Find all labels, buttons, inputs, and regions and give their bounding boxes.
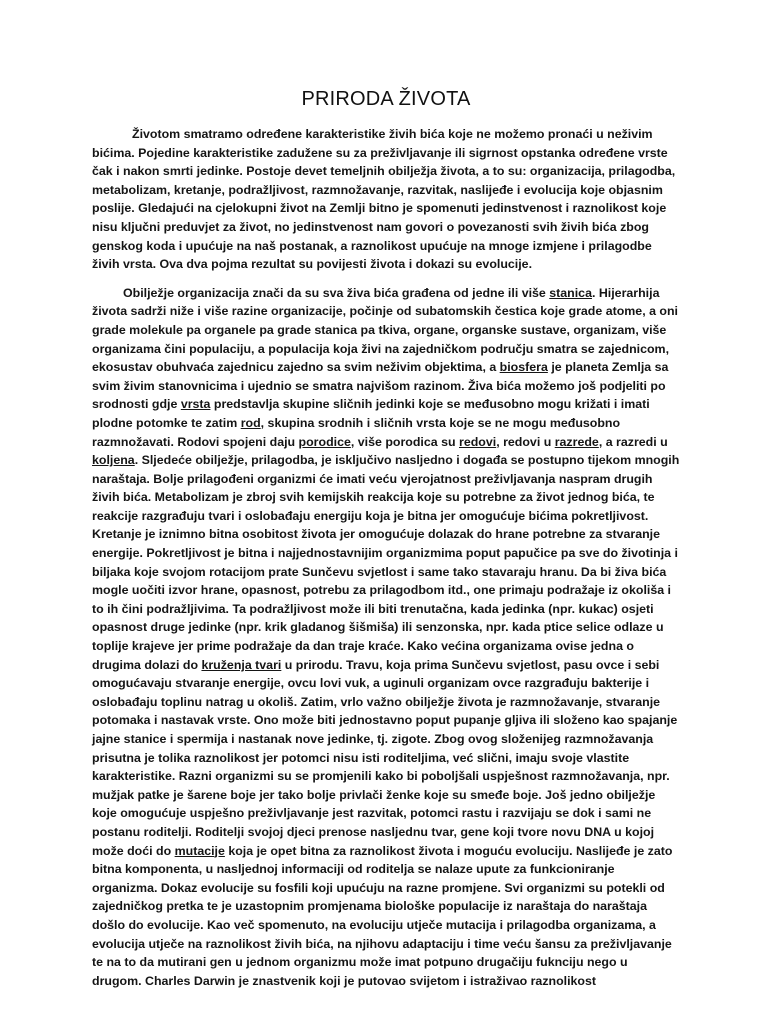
text-run: . Hijerarhija života sadrži niže i više razine organizacije, počinje od subatomskih čestica koje grade atome, a oni grade molekule pa organele pa grade stanica pa tkiva, organe, organske sustave, organizam, više organizama čini populaciju, a populacija koja živi na zajedničkom području smatra se zajednicom, ekosustav obuhvaća zajednicu zajedno sa svim neživim objektima, a	[92, 285, 678, 375]
underlined-term: vrsta	[180, 397, 211, 412]
text-run: , skupina srodnih i sličnih vrsta koje se ne mogu međusobno razmnožavati. Rodovi spojeni daju	[92, 415, 621, 449]
underlined-term: mutacije	[174, 843, 225, 858]
underlined-term: koljena	[92, 453, 135, 468]
paragraph-organization	[92, 284, 680, 991]
text-run: koja je opet bitna za raznolikost života i moguću evoluciju. Naslijeđe je zato bitna komponenta, u nasljednoj informaciji od roditelja se nalaze upute za funkcioniranje organizma. Dokaz evolucije su fosfili koji upućuju na razne promjene. Svi organizmi su potekli od zajedničkog pretka te je uzastopnim promjenama biološke populacije iz naraštaja do naraštaja došlo do evolucije. Kao več spomenuto, na evoluciju utječe mutacija i prilagodba organizama, a evolucija utječe na raznolikost živih bića, na njihovu adaptaciju i time veću šansu za preživljavanje te na to da mutirani gen u jednom organizmu može imat potpuno drugačiju fukncĳu nego u drugom. Charles Darwin je znastvenik koji je putovao svijetom i istraživao raznolikost	[92, 843, 673, 988]
underlined-term: redovi	[459, 434, 497, 449]
underlined-term: porodice	[298, 434, 351, 449]
page-title: PRIRODA ŽIVOTA	[301, 88, 471, 110]
text-run: , više porodica su	[350, 434, 459, 449]
text-run: . Sljedeće obilježje, prilagodba, je isključivo nasljedno i događa se postupno tijekom mnogih naraštaja. Bolje prilagođeni organizmi će imati veću vjerojatnost preživljavanja naspram drugih živih bića. Metabolizam je zbroj svih kemijskih reakcija koje su potrebne za život jednog bića, te reakcije razgrađuju tvari i oslobađaju energiju koja je bitna jer omogućuje bićima pokretljivost. Kretanje je iznimno bitna osobitost života jer omogućuje dolazak do hrane potrebne za stvaranje energije. Pokretljivost je bitna i najjednostavnijim organizmima poput papučice pa sve do životinja i biljaka koje svojom rotacijom prate Sunčevu svjetlost i same tako stavaraju hranu. Da bi živa bića mogle uočiti izvor hrane, opasnost, potrebu za prilagodbom itd., one primaju podražaje iz okoliša i to ih čini podražljivima. Ta podražljivost može ili biti trenutačna, kada jedinka (npr. kukac) osjeti opasnost druge jedinke (npr. krik gladanog šišmiša) ili senzonska, npr. kada ptice selice odlaze u toplije krajeve jer prime podražaje da dan traje kraće. Kako većina organizama ovise jedna o drugima dolazi do	[92, 453, 680, 672]
text-run: predstavlja skupine sličnih jedinki koje se međusobno mogu križati i imati plodne potomke te zatim	[92, 397, 650, 430]
text-run: u prirodu. Travu, koja prima Sunčevu svjetlost, pasu ovce i sebi omogućavaju stvaranje energije, ovcu lovi vuk, a uginuli organizam ovce razgrađuju bakterije i oslobađaju toplinu natrag u okoliš. Zatim, vrlo važno obilježje života je razmnožavanje, stvaranje potomaka i nastavak vrste. Ono može biti jednostavno poput pupanje gljiva ili složeno kao spajanje jajne stanice i spermija i nastanak nove jedinke, tj. zigote. Zbog ovog složenijeg razmnožavanja prisutna je tolika raznolikost jer potomci nisu isti roditeljima, već slični, imaju svoje vlastite karakteristike. Razni organizmi su se promjenili kako bi poboljšali uspješnost razmnožavanja, npr. mužjak patke je šarene boje jer tako bolje privlači ženke koje su smeđe boje. Još jedno obilježje koje omogućuje uspješno preživljavanje jest razvitak, potomci rastu i razvijaju se dok i sami ne postanu roditelji. Roditelji svojoj djeci prenose nasljednu tvar, gene koji tvore novu DNA u kojoj može doći do	[92, 657, 678, 858]
underlined-term: razrede	[554, 434, 599, 449]
underlined-term: stanica	[549, 285, 592, 300]
text-run: , redovi u	[496, 434, 555, 449]
text-run: , a razredi u	[598, 434, 668, 449]
paragraph-intro	[92, 125, 680, 274]
underlined-term: kruženja tvari	[201, 657, 282, 672]
underlined-term: rod	[240, 415, 261, 430]
underlined-term: biosfera	[499, 360, 548, 375]
text-run: Životom smatramo određene karakteristike živih bića koje ne možemo pronaći u neživim bićima. Pojedine karakteristike zadužene su za preživljavanje ili sigrnost opstanka određene vrste čak i nakon smrti jedinke. Postoje devet temeljnih obilježja života, a to su: organizacija, prilagodba, metabolizam, kretanje, podražljivost, razmnožavanje, razvitak, naslijeđe i evolucija koje objasnim poslije. Gledajući na cjelokupni život na Zemlji bitno je spomenuti jedinstvenost i raznolikost koje nisu ključni preduvjet za život, no jedinstvenost nam govori o povezanosti svih živih bića zbog genskog koda i upućuje na naš postanak, a raznolikost upućuje na mnoge izmjene i prilagodbe živih vrsta. Ova dva pojma rezultat su povijesti života i dokazi su evolucije.	[92, 127, 676, 272]
text-run: je planeta Zemlja sa svim živim stanovnicima i ujednio se smatra najvišom razinom. Živa bića možemo još podjeliti po srodnosti gdje	[92, 360, 669, 412]
text-run: Obilježje organizacija znači da su sva živa bića građena od jedne ili više	[123, 285, 550, 300]
